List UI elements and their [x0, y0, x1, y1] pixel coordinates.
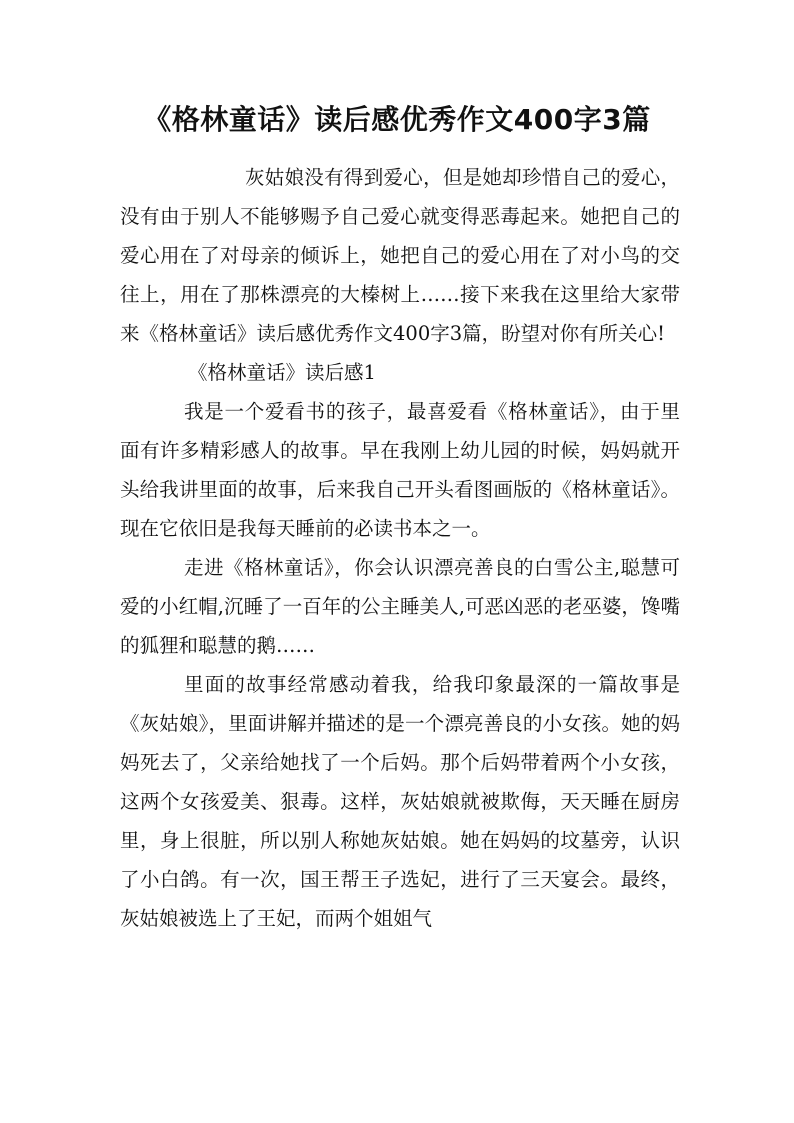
document-body: [120, 158, 680, 938]
document-title: 《格林童话》读后感优秀作文400字3篇: [143, 103, 651, 136]
intro-paragraph: 灰姑娘没有得到爱心，但是她却珍惜自己的爱心，没有由于别人不能够赐予自己爱心就变得恶毒起来。她把自己的爱心用在了对母亲的倾诉上，她把自己的爱心用在了对小鸟的交往上，用在了那株漂亮的大榛树上……接下来我在这里给大家带来《格林童话》读后感优秀作文400字3篇，盼望对你有所关心!: [120, 166, 680, 345]
body-paragraph: 里面的故事经常感动着我，给我印象最深的一篇故事是《灰姑娘》，里面讲解并描述的是一个漂亮善良的小女孩。她的妈妈死去了，父亲给她找了一个后妈。那个后妈带着两个小女孩，这两个女孩爱美、狠毒。这样，灰姑娘就被欺侮，天天睡在厨房里，身上很脏，所以别人称她灰姑娘。她在妈妈的坟墓旁，认识了小白鸽。有一次，国王帮王子选妃，进行了三天宴会。最终，灰姑娘被选上了王妃，而两个姐姐气: [120, 673, 680, 930]
body-paragraph: 我是一个爱看书的孩子，最喜爱看《格林童话》，由于里面有许多精彩感人的故事。早在我刚上幼儿园的时候，妈妈就开头给我讲里面的故事，后来我自己开头看图画版的《格林童话》。现在它依旧是我每天睡前的必读书本之一。: [120, 400, 680, 540]
body-paragraph: 走进《格林童话》，你会认识漂亮善良的白雪公主,聪慧可爱的小红帽,沉睡了一百年的公主睡美人,可恶凶恶的老巫婆，馋嘴的狐狸和聪慧的鹅……: [120, 556, 680, 657]
section-heading: 《格林童话》读后感1: [188, 361, 376, 384]
